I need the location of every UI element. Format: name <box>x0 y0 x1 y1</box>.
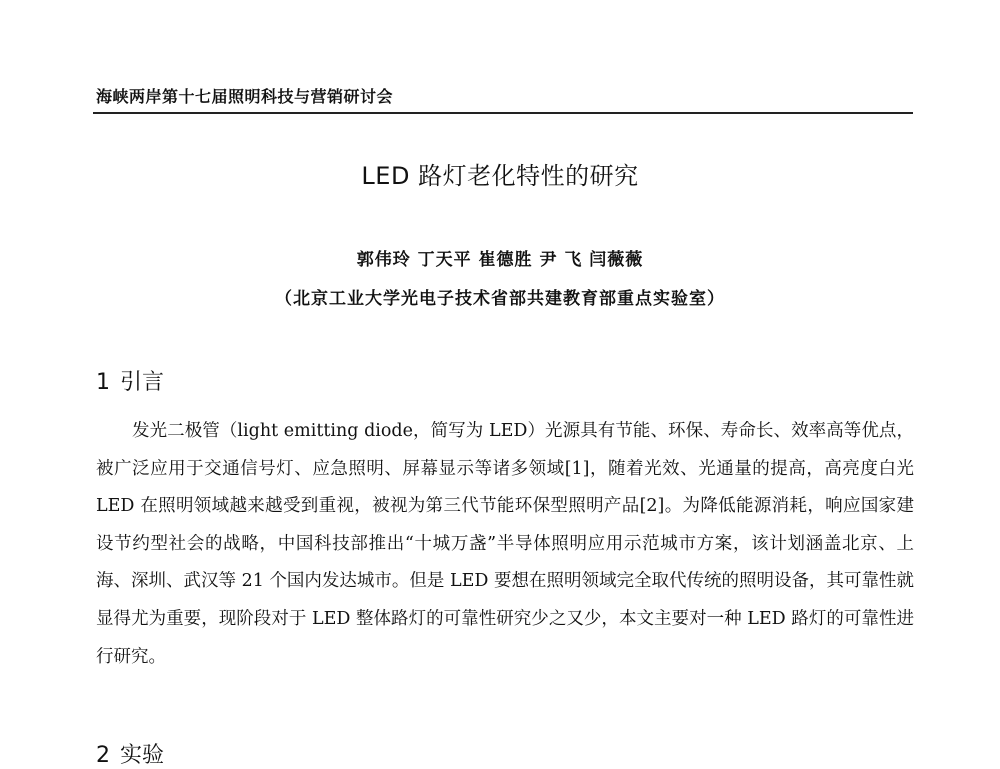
running-header: 海峡两岸第十七届照明科技与营销研讨会 <box>96 87 394 106</box>
affiliation: （北京工业大学光电子技术省部共建教育部重点实验室） <box>275 289 725 309</box>
section-heading-experiment <box>96 738 164 769</box>
section-heading-introduction <box>96 365 164 396</box>
section-number: 1 <box>96 370 110 395</box>
section-title: 实验 <box>120 743 165 768</box>
section-title: 引言 <box>120 370 165 395</box>
paper-title: LED 路灯老化特性的研究 <box>361 162 639 190</box>
author-list: 郭伟玲 丁天平 崔德胜 尹 飞 闫薇薇 <box>356 250 644 270</box>
section-number: 2 <box>96 743 110 768</box>
introduction-paragraph: 发光二极管（light emitting diode，简写为 LED）光源具有节能、环保、寿命长、效率高等优点，被广泛应用于交通信号灯、应急照明、屏幕显示等诸多领域[1]，随着光效、光通量的提高，高亮度白光 LED 在照明领域越来越受到重视，被视为第三代节能环保型照明产品[2]。为降低能源消耗，响应国家建设节约型社会的战略，中国科技部推出“十城万盏”半导体照明应用示范城市方案，该计划涵盖北京、上海、深圳、武汉等 21 个国内发达城市。但是 LED 要想在照明领域完全取代传统的照明设备，其可靠性就显得尤为重要，现阶段对于 LED 整体路灯的可靠性研究少之又少，本文主要对一种 LED 路灯的可靠性进行研究。 <box>96 421 914 667</box>
header-rule <box>93 112 913 114</box>
